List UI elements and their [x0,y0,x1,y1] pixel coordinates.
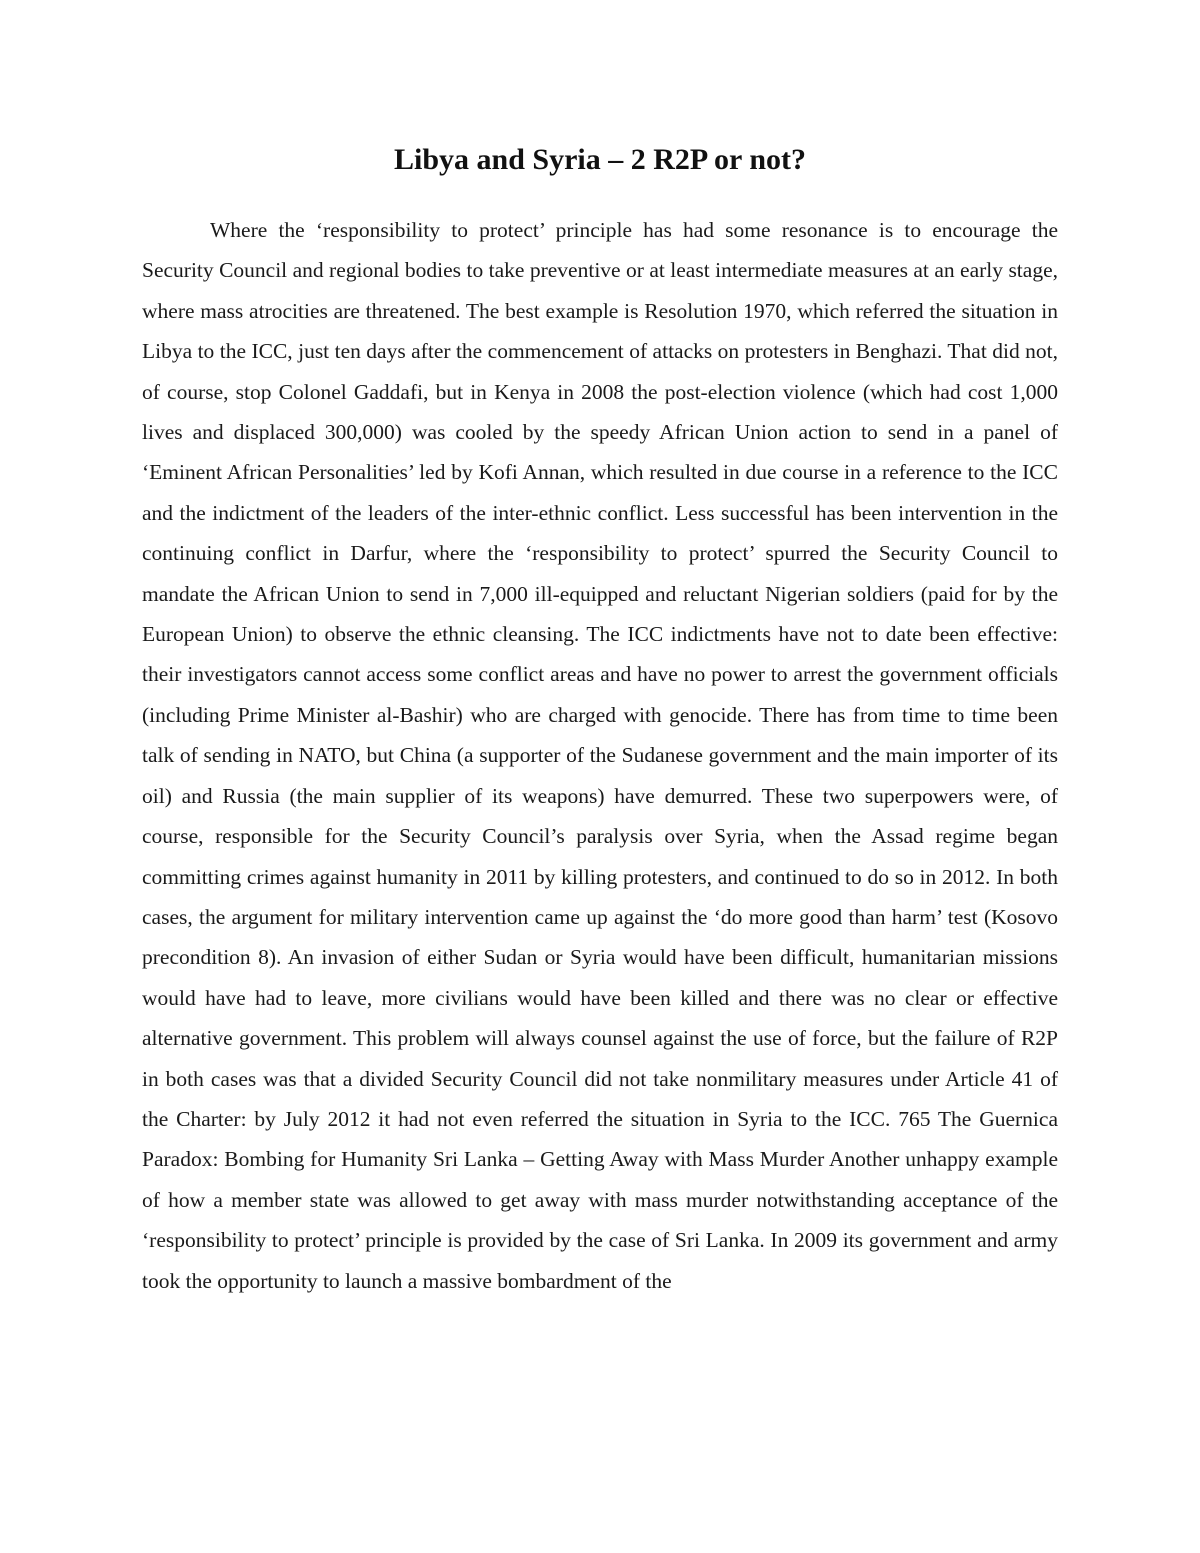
body-paragraph: Where the ‘responsibility to protect’ principle has had some resonance is to encourage the Security Council and regional bodies to take preventive or at least intermediate measures at an early stage, where mass atrocities are threatened. The best example is Resolution 1970, which referred the situation in Libya to the ICC, just ten days after the commencement of attacks on protesters in Benghazi. That did not, of course, stop Colonel Gaddafi, but in Kenya in 2008 the post-election violence (which had cost 1,000 lives and displaced 300,000) was cooled by the speedy African Union action to send in a panel of ‘Eminent African Personalities’ led by Kofi Annan, which resulted in due course in a reference to the ICC and the indictment of the leaders of the inter-ethnic conflict. Less successful has been intervention in the continuing conflict in Darfur, where the ‘responsibility to protect’ spurred the Security Council to mandate the African Union to send in 7,000 ill-equipped and reluctant Nigerian soldiers (paid for by the European Union) to observe the ethnic cleansing. The ICC indictments have not to date been effective: their investigators cannot access some conflict areas and have no power to arrest the government officials (including Prime Minister al-Bashir) who are charged with genocide. There has from time to time been talk of sending in NATO, but China (a supporter of the Sudanese government and the main importer of its oil) and Russia (the main supplier of its weapons) have demurred. These two superpowers were, of course, responsible for the Security Council’s paralysis over Syria, when the Assad regime began committing crimes against humanity in 2011 by killing protesters, and continued to do so in 2012. In both cases, the argument for military intervention came up against the ‘do more good than harm’ test (Kosovo precondition 8). An invasion of either Sudan or Syria would have been difficult, humanitarian missions would have had to leave, more civilians would have been killed and there was no clear or effective alternative government. This problem will always counsel against the use of force, but the failure of R2P in both cases was that a divided Security Council did not take nonmilitary measures under Article 41 of the Charter: by July 2012 it had not even referred the situation in Syria to the ICC. 765 The Guernica Paradox: Bombing for Humanity Sri Lanka – Getting Away with Mass Murder Another unhappy example of how a member state was allowed to get away with mass murder notwithstanding acceptance of the ‘responsibility to protect’ principle is provided by the case of Sri Lanka. In 2009 its government and army took the opportunity to launch a massive bombardment of the [142,218,1058,1293]
document-body [142,210,1058,1301]
document-title: Libya and Syria – 2 R2P or not? [393,143,807,176]
